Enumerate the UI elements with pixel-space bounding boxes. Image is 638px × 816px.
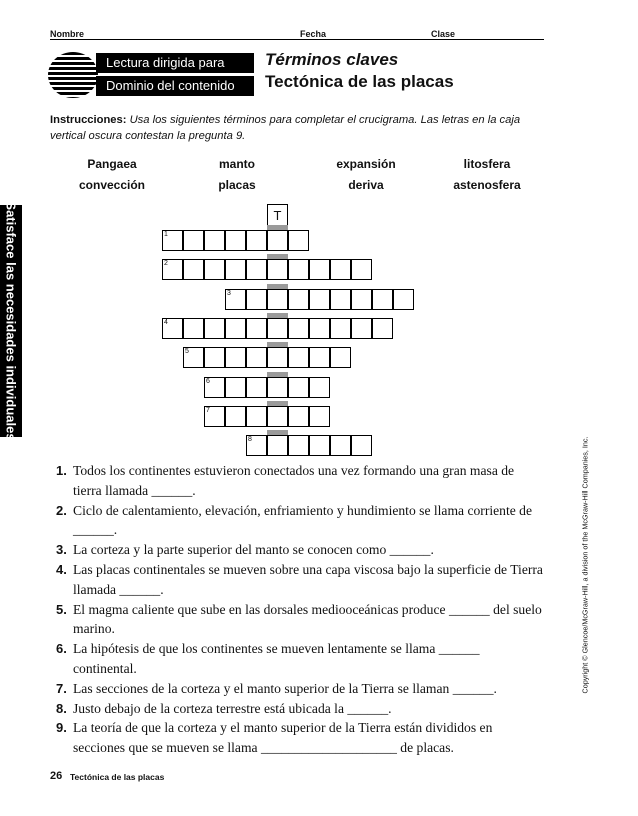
crossword-cell[interactable] xyxy=(288,289,309,310)
crossword-cell[interactable] xyxy=(162,318,183,339)
clue-number: 1 xyxy=(164,231,168,238)
crossword-key-cell[interactable] xyxy=(267,289,288,310)
question-number: 4. xyxy=(56,561,67,577)
crossword-cell[interactable] xyxy=(330,259,351,280)
key-column-shade xyxy=(267,430,288,435)
class-label: Clase xyxy=(431,29,456,39)
question-number: 7. xyxy=(56,680,67,696)
question-number: 6. xyxy=(56,641,67,657)
question-item xyxy=(56,699,546,719)
crossword-cell[interactable] xyxy=(204,259,225,280)
instructions-text: Usa los siguientes términos para completar el crucigrama. Las letras en la caja vertical oscura contestan la pregunta 9. xyxy=(50,114,521,142)
clue-number: 6 xyxy=(206,378,210,385)
question-text: Justo debajo de la corteza terrestre está ubicada la ______. xyxy=(73,700,392,716)
term: astenosfera xyxy=(453,178,521,192)
key-column-shade xyxy=(267,401,288,406)
crossword-cell[interactable] xyxy=(288,259,309,280)
crossword-key-cell[interactable] xyxy=(267,406,288,427)
page-title-key-terms: Términos claves xyxy=(265,50,399,69)
clue-number: 8 xyxy=(248,436,252,443)
clue-number: 2 xyxy=(164,260,168,267)
key-column-shade xyxy=(267,284,288,289)
question-item xyxy=(56,501,546,541)
question-item xyxy=(56,679,546,699)
crossword-cell[interactable] xyxy=(246,347,267,368)
crossword-cell[interactable] xyxy=(372,289,393,310)
question-text: Las placas continentales se mueven sobre una capa viscosa bajo la superficie de Tierra llamada ______. xyxy=(73,561,543,597)
clue-number: 5 xyxy=(185,348,189,355)
term: manto xyxy=(219,157,255,171)
crossword-cell[interactable] xyxy=(330,347,351,368)
question-list xyxy=(56,461,546,758)
crossword-key-cell[interactable] xyxy=(267,318,288,339)
term: convección xyxy=(78,178,146,192)
question-item xyxy=(56,461,546,501)
crossword-cell[interactable] xyxy=(309,347,330,368)
crossword-cell[interactable] xyxy=(351,289,372,310)
crossword-cell[interactable] xyxy=(162,230,183,251)
question-number: 1. xyxy=(56,463,67,478)
clue-number: 3 xyxy=(227,290,231,297)
header-rule xyxy=(50,39,544,40)
crossword-cell[interactable] xyxy=(204,347,225,368)
clue-number: 7 xyxy=(206,407,210,414)
term: Pangaea xyxy=(87,157,137,171)
crossword-cell[interactable] xyxy=(246,230,267,251)
question-text: Todos los continentes estuvieron conectados una vez formando una gran masa de tierra llamada ______. xyxy=(73,463,515,498)
crossword-cell[interactable] xyxy=(309,435,330,456)
question-number: 2. xyxy=(56,502,67,518)
crossword-cell[interactable] xyxy=(204,318,225,339)
question-number: 5. xyxy=(56,601,67,617)
crossword-cell[interactable] xyxy=(246,318,267,339)
crossword-cell[interactable] xyxy=(351,259,372,280)
crossword-cell[interactable] xyxy=(225,318,246,339)
crossword-cell[interactable] xyxy=(330,289,351,310)
question-item xyxy=(56,540,546,560)
question-text: La teoría de que la corteza y el manto superior de la Tierra están divididos en secciones que se mueven se llama ____________________ de placas. xyxy=(73,720,493,756)
crossword-cell[interactable] xyxy=(246,377,267,398)
crossword-cell[interactable] xyxy=(162,259,183,280)
crossword-cell[interactable] xyxy=(288,435,309,456)
crossword-cell[interactable] xyxy=(246,435,267,456)
question-item xyxy=(56,560,546,600)
crossword-cell[interactable] xyxy=(330,435,351,456)
footer-title: Tectónica de las placas xyxy=(70,772,165,782)
question-text: La hipótesis de que los continentes se mueven lentamente se llama ______ continental. xyxy=(73,641,480,676)
crossword-cell[interactable] xyxy=(309,289,330,310)
term: expansión xyxy=(336,157,396,171)
crossword-cell[interactable] xyxy=(183,318,204,339)
key-column-shade xyxy=(267,342,288,347)
question-text: Las secciones de la corteza y el manto superior de la Tierra se llaman ______. xyxy=(73,680,497,696)
question-text: Ciclo de calentamiento, elevación, enfriamiento y hundimiento se llama corriente de ______. xyxy=(73,502,532,538)
side-tab xyxy=(0,201,22,441)
crossword-cell[interactable] xyxy=(204,406,225,427)
crossword-cell[interactable] xyxy=(225,377,246,398)
page-number: 26 xyxy=(50,770,63,782)
crossword-cell[interactable] xyxy=(288,406,309,427)
key-column-shade xyxy=(267,225,288,230)
crossword-cell[interactable] xyxy=(225,347,246,368)
question-text: El magma caliente que sube en las dorsales mediooceánicas produce ______ del suelo marino. xyxy=(73,601,542,637)
crossword-cell[interactable] xyxy=(183,347,204,368)
crossword-cell[interactable] xyxy=(288,377,309,398)
term: litosfera xyxy=(463,157,511,171)
crossword-cell[interactable] xyxy=(351,318,372,339)
crossword-cell[interactable] xyxy=(183,230,204,251)
crossword-key-cell[interactable] xyxy=(267,377,288,398)
crossword-cell[interactable] xyxy=(288,318,309,339)
name-label: Nombre xyxy=(50,29,85,39)
crossword-cell[interactable] xyxy=(225,289,246,310)
side-tab-label: Satisface las necesidades individuales xyxy=(3,201,19,441)
crossword-cell[interactable] xyxy=(225,406,246,427)
badge-line-1: Lectura dirigida para xyxy=(96,53,254,73)
crossword-cell[interactable] xyxy=(372,318,393,339)
page-title-topic: Tectónica de las placas xyxy=(265,72,454,91)
crossword-cell[interactable] xyxy=(204,377,225,398)
question-item xyxy=(56,718,546,758)
key-column-shade xyxy=(267,372,288,377)
crossword-cell[interactable] xyxy=(204,230,225,251)
crossword-cell[interactable] xyxy=(246,259,267,280)
crossword-given-letter: T xyxy=(267,204,288,226)
term: deriva xyxy=(348,178,384,192)
instructions xyxy=(50,112,540,144)
copyright-notice: Copyright © Glencoe/McGraw-Hill, a division of the McGraw-Hill Companies, Inc. xyxy=(580,436,590,694)
crossword-cell[interactable] xyxy=(225,259,246,280)
crossword-key-cell[interactable] xyxy=(267,259,288,280)
crossword-cell[interactable] xyxy=(309,377,330,398)
term: placas xyxy=(218,178,256,192)
instructions-label: Instrucciones: xyxy=(50,114,127,126)
crossword-cell[interactable] xyxy=(246,289,267,310)
crossword-cell[interactable] xyxy=(393,289,414,310)
key-column-shade xyxy=(267,254,288,259)
question-item xyxy=(56,639,546,679)
crossword-cell[interactable] xyxy=(309,318,330,339)
crossword-cell[interactable] xyxy=(330,318,351,339)
crossword-cell[interactable] xyxy=(246,406,267,427)
crossword-cell[interactable] xyxy=(288,230,309,251)
date-label: Fecha xyxy=(300,29,327,39)
crossword-cell[interactable] xyxy=(351,435,372,456)
crossword-cell[interactable] xyxy=(309,406,330,427)
question-number: 9. xyxy=(56,720,67,736)
badge-disc-graphic xyxy=(48,52,98,98)
question-number: 3. xyxy=(56,542,67,558)
question-text: La corteza y la parte superior del manto se conocen como ______. xyxy=(73,542,434,558)
crossword-cell[interactable] xyxy=(183,259,204,280)
question-number: 8. xyxy=(56,700,67,716)
crossword-key-cell[interactable] xyxy=(267,435,288,456)
key-column-shade xyxy=(267,313,288,318)
crossword-key-cell[interactable] xyxy=(267,230,288,251)
crossword-key-cell[interactable] xyxy=(267,347,288,368)
badge-line-2: Dominio del contenido xyxy=(96,76,254,96)
crossword-cell[interactable] xyxy=(288,347,309,368)
crossword-cell[interactable] xyxy=(225,230,246,251)
clue-number: 4 xyxy=(164,319,168,326)
crossword-cell[interactable] xyxy=(309,259,330,280)
question-item xyxy=(56,600,546,640)
